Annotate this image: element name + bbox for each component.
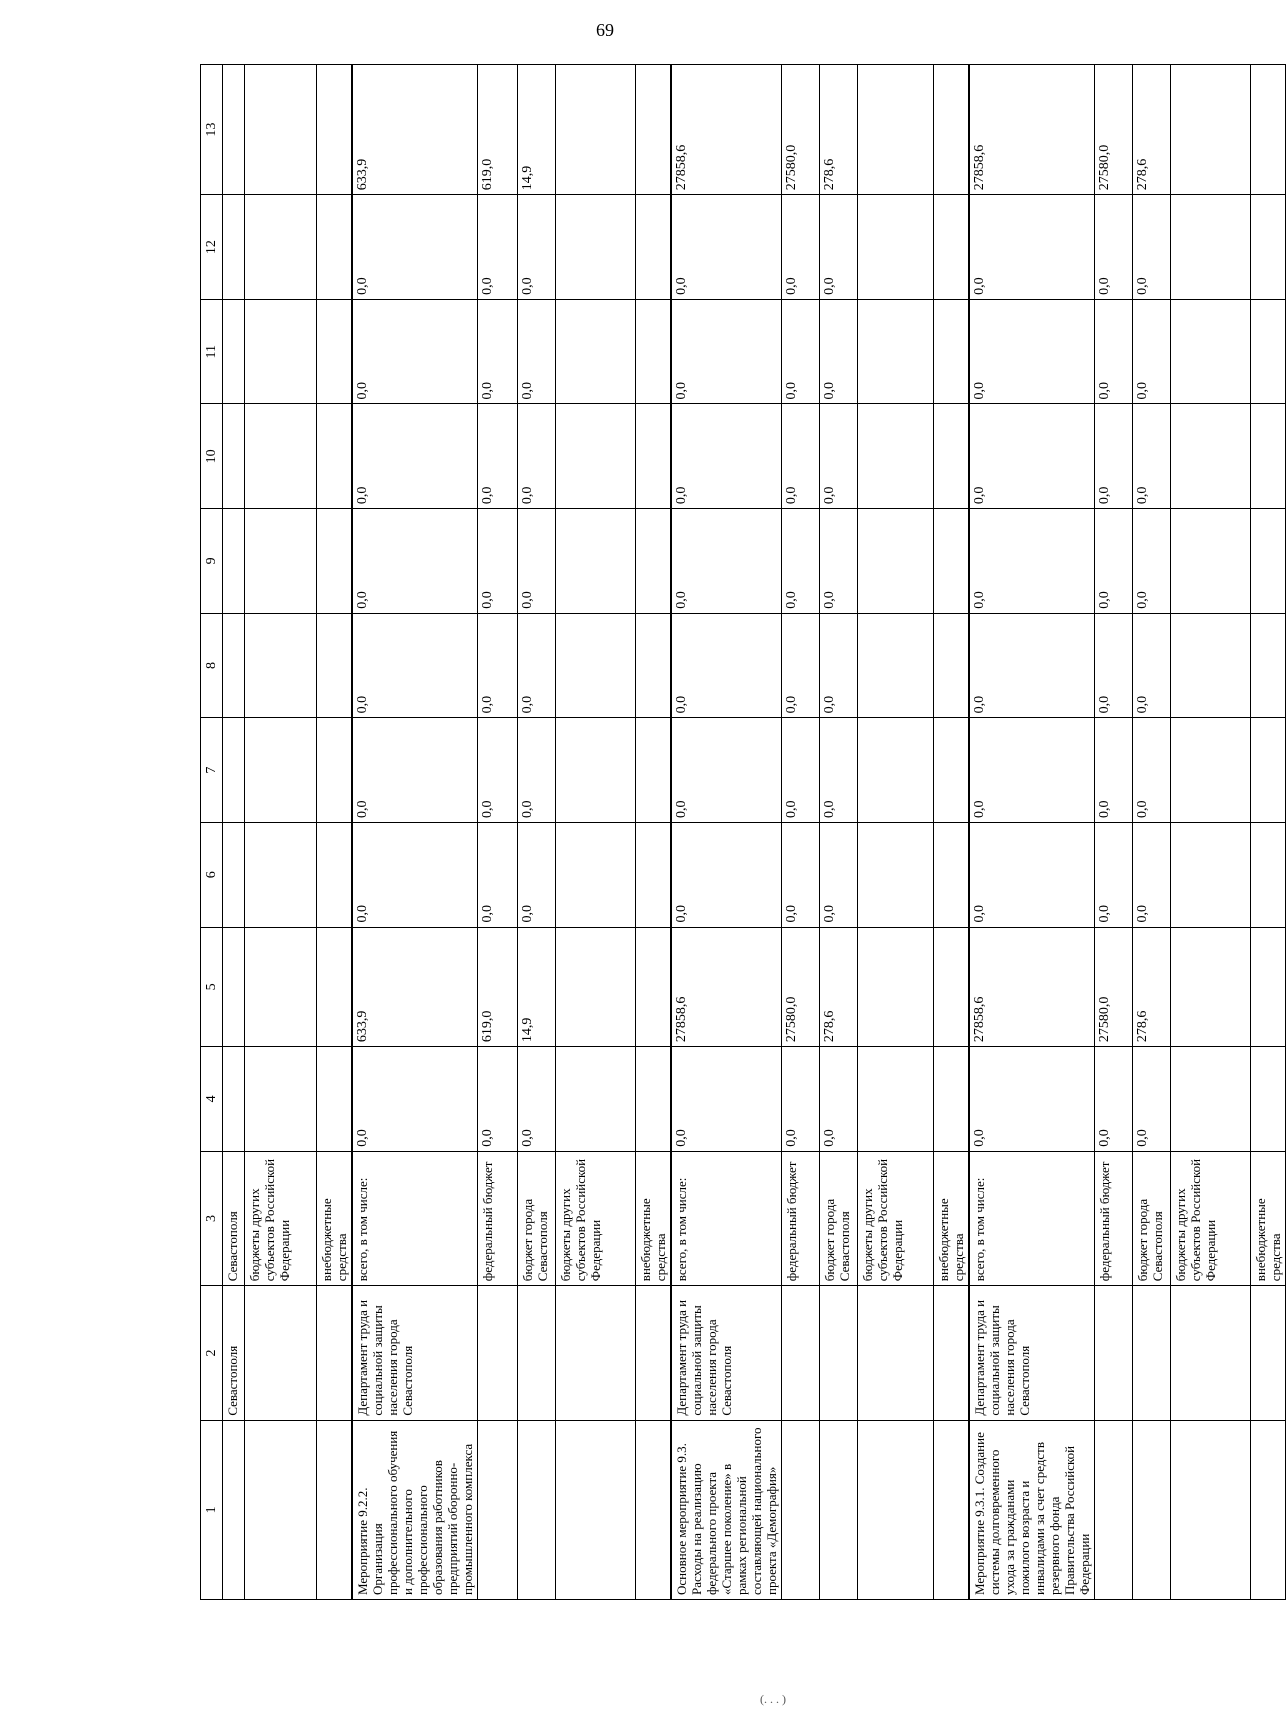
column-header-1: 1 <box>201 1420 223 1599</box>
table-cell <box>317 509 353 614</box>
table-cell: 0,0 <box>1095 1047 1133 1152</box>
table-cell <box>782 1420 820 1599</box>
table-cell: 0,0 <box>671 404 782 509</box>
table-cell: 0,0 <box>782 1047 820 1152</box>
table-cell <box>223 822 245 927</box>
table-cell: 0,0 <box>782 404 820 509</box>
table-row <box>820 65 858 1600</box>
table-cell <box>1251 1047 1286 1152</box>
table-cell: 0,0 <box>782 299 820 404</box>
table-cell <box>1133 1286 1171 1420</box>
table-cell: внебюджетные средства <box>934 1151 970 1285</box>
column-header-4: 4 <box>201 1047 223 1152</box>
table-cell: 27580,0 <box>1095 927 1133 1047</box>
table-cell: Департамент труда и социальной защиты населения города Севастополя <box>671 1286 782 1420</box>
table-cell: 0,0 <box>820 195 858 300</box>
table-cell <box>636 299 672 404</box>
table-cell <box>934 927 970 1047</box>
table-row <box>782 65 820 1600</box>
table-row <box>858 65 934 1600</box>
table-cell <box>317 1286 353 1420</box>
table-cell: 0,0 <box>352 195 478 300</box>
table-cell <box>245 404 317 509</box>
column-header-7: 7 <box>201 718 223 823</box>
table-cell <box>317 65 353 195</box>
table-cell <box>1171 65 1251 195</box>
table-cell <box>858 1047 934 1152</box>
table-cell: бюджет города Севастополя <box>518 1151 556 1285</box>
table-cell <box>556 404 636 509</box>
table-cell <box>1171 822 1251 927</box>
table-cell <box>223 927 245 1047</box>
table-cell: 0,0 <box>518 195 556 300</box>
table-cell <box>636 404 672 509</box>
column-header-11: 11 <box>201 299 223 404</box>
table-cell <box>478 1420 518 1599</box>
table-cell: 0,0 <box>352 404 478 509</box>
table-cell <box>245 195 317 300</box>
table-row <box>969 65 1095 1600</box>
column-header-10: 10 <box>201 404 223 509</box>
table-cell <box>1251 195 1286 300</box>
table-cell: 0,0 <box>1133 509 1171 614</box>
table-cell <box>223 613 245 718</box>
table-cell: 0,0 <box>969 613 1095 718</box>
table-cell <box>556 509 636 614</box>
table-cell: 27858,6 <box>969 65 1095 195</box>
table-cell: 14,9 <box>518 927 556 1047</box>
table-cell <box>317 1420 353 1599</box>
table-cell <box>245 718 317 823</box>
budget-table <box>200 64 1286 1600</box>
table-row <box>1133 65 1171 1600</box>
table-cell <box>858 195 934 300</box>
rotated-table-container <box>200 64 1283 1600</box>
table-cell: 0,0 <box>1095 404 1133 509</box>
table-cell: бюджеты других субъектов Российской Федерации <box>245 1151 317 1285</box>
table-cell: 27580,0 <box>782 65 820 195</box>
table-cell <box>1251 65 1286 195</box>
table-cell <box>1251 822 1286 927</box>
table-cell: 0,0 <box>969 299 1095 404</box>
table-cell: 0,0 <box>1095 718 1133 823</box>
table-cell: всего, в том числе: <box>671 1151 782 1285</box>
table-cell <box>636 195 672 300</box>
table-cell: 0,0 <box>820 718 858 823</box>
table-row <box>245 65 317 1600</box>
table-cell <box>556 1047 636 1152</box>
table-cell <box>636 65 672 195</box>
table-cell <box>245 1286 317 1420</box>
table-cell <box>934 195 970 300</box>
table-cell: 0,0 <box>969 1047 1095 1152</box>
table-cell <box>223 195 245 300</box>
table-cell <box>1251 509 1286 614</box>
table-cell: 0,0 <box>478 299 518 404</box>
column-header-8: 8 <box>201 613 223 718</box>
table-cell: 27580,0 <box>1095 65 1133 195</box>
table-cell <box>317 822 353 927</box>
table-cell: 0,0 <box>1133 718 1171 823</box>
table-cell: 278,6 <box>1133 65 1171 195</box>
table-cell <box>858 1286 934 1420</box>
table-cell: 0,0 <box>1095 195 1133 300</box>
table-cell: бюджет города Севастополя <box>1133 1151 1171 1285</box>
table-cell <box>636 509 672 614</box>
table-cell: всего, в том числе: <box>352 1151 478 1285</box>
table-row <box>934 65 970 1600</box>
table-cell <box>223 65 245 195</box>
table-cell <box>858 65 934 195</box>
table-row <box>671 65 782 1600</box>
table-cell: бюджеты других субъектов Российской Федерации <box>556 1151 636 1285</box>
table-cell: 278,6 <box>1133 927 1171 1047</box>
table-cell: 278,6 <box>820 65 858 195</box>
table-cell <box>478 1286 518 1420</box>
table-cell <box>934 404 970 509</box>
table-cell: 0,0 <box>1133 195 1171 300</box>
table-cell: федеральный бюджет <box>1095 1151 1133 1285</box>
column-header-5: 5 <box>201 927 223 1047</box>
table-cell: 27858,6 <box>671 65 782 195</box>
table-cell <box>556 927 636 1047</box>
table-cell: 0,0 <box>478 1047 518 1152</box>
table-cell <box>556 718 636 823</box>
table-cell: 0,0 <box>671 1047 782 1152</box>
table-cell <box>223 1420 245 1599</box>
table-cell <box>245 822 317 927</box>
table-cell <box>934 509 970 614</box>
table-cell: 0,0 <box>478 613 518 718</box>
table-cell: 633,9 <box>352 65 478 195</box>
table-row <box>556 65 636 1600</box>
table-cell: 0,0 <box>969 822 1095 927</box>
table-cell: 0,0 <box>518 1047 556 1152</box>
table-row <box>636 65 672 1600</box>
table-cell <box>317 1047 353 1152</box>
table-cell: 0,0 <box>782 195 820 300</box>
table-row <box>223 65 245 1600</box>
table-cell <box>1171 195 1251 300</box>
table-cell: 0,0 <box>782 509 820 614</box>
table-cell <box>556 299 636 404</box>
table-cell: 0,0 <box>518 509 556 614</box>
table-cell <box>556 65 636 195</box>
table-cell <box>518 1420 556 1599</box>
table-cell <box>317 927 353 1047</box>
table-cell <box>1171 1420 1251 1599</box>
table-cell <box>858 1420 934 1599</box>
table-cell <box>1171 404 1251 509</box>
table-cell <box>1171 1047 1251 1152</box>
table-cell: 27580,0 <box>782 927 820 1047</box>
table-cell: 0,0 <box>478 718 518 823</box>
table-cell <box>1251 718 1286 823</box>
table-cell <box>858 299 934 404</box>
table-cell <box>317 718 353 823</box>
table-cell <box>1251 1286 1286 1420</box>
column-header-3: 3 <box>201 1151 223 1285</box>
column-header-2: 2 <box>201 1286 223 1420</box>
table-cell <box>858 404 934 509</box>
table-row <box>352 65 478 1600</box>
table-cell <box>1251 1420 1286 1599</box>
table-cell <box>636 1420 672 1599</box>
table-cell <box>245 927 317 1047</box>
table-cell: 0,0 <box>352 613 478 718</box>
table-cell: внебюджетные средства <box>636 1151 672 1285</box>
table-cell <box>858 718 934 823</box>
table-cell: 0,0 <box>1133 404 1171 509</box>
column-header-13: 13 <box>201 65 223 195</box>
table-cell <box>858 822 934 927</box>
table-cell: 0,0 <box>671 509 782 614</box>
table-cell <box>1251 404 1286 509</box>
table-cell <box>245 299 317 404</box>
table-cell: Департамент труда и социальной защиты населения города Севастополя <box>352 1286 478 1420</box>
table-cell: 0,0 <box>1133 613 1171 718</box>
table-cell: 0,0 <box>352 822 478 927</box>
table-cell: 0,0 <box>352 509 478 614</box>
table-cell: 0,0 <box>820 613 858 718</box>
table-cell <box>245 65 317 195</box>
table-cell: 0,0 <box>518 613 556 718</box>
table-cell: 0,0 <box>1133 1047 1171 1152</box>
table-cell: 0,0 <box>671 299 782 404</box>
table-cell <box>223 509 245 614</box>
table-cell <box>934 1420 970 1599</box>
table-cell: федеральный бюджет <box>478 1151 518 1285</box>
table-cell <box>1171 613 1251 718</box>
table-cell <box>934 299 970 404</box>
table-cell: 0,0 <box>518 822 556 927</box>
table-cell: 0,0 <box>969 195 1095 300</box>
table-cell: Мероприятие 9.3.1. Создание системы долговременного ухода за гражданами пожилого возраста и инвалидами за счет средств резервного фонда Правительства Российской Федерации <box>969 1420 1095 1599</box>
table-cell: 0,0 <box>782 718 820 823</box>
table-cell: 27858,6 <box>671 927 782 1047</box>
table-row <box>518 65 556 1600</box>
table-cell <box>1171 927 1251 1047</box>
page-footer-mark: (. . . ) <box>760 1692 786 1706</box>
table-cell: 0,0 <box>820 404 858 509</box>
table-body <box>201 65 1286 1600</box>
table-cell: Севастополя <box>223 1286 245 1420</box>
table-cell: 0,0 <box>518 404 556 509</box>
table-cell: 0,0 <box>820 509 858 614</box>
column-header-12: 12 <box>201 195 223 300</box>
table-cell <box>223 1047 245 1152</box>
table-cell: 0,0 <box>671 822 782 927</box>
table-cell: 0,0 <box>671 195 782 300</box>
table-cell <box>245 613 317 718</box>
table-cell <box>820 1420 858 1599</box>
table-cell: 619,0 <box>478 65 518 195</box>
table-cell: Департамент труда и социальной защиты населения города Севастополя <box>969 1286 1095 1420</box>
column-header-6: 6 <box>201 822 223 927</box>
table-cell <box>934 1047 970 1152</box>
table-cell: федеральный бюджет <box>782 1151 820 1285</box>
table-cell: 0,0 <box>518 299 556 404</box>
table-cell: 619,0 <box>478 927 518 1047</box>
table-cell: 0,0 <box>671 613 782 718</box>
table-cell <box>317 613 353 718</box>
table-cell: 0,0 <box>518 718 556 823</box>
table-cell <box>1095 1286 1133 1420</box>
table-cell <box>636 1047 672 1152</box>
table-cell: 0,0 <box>352 299 478 404</box>
table-cell: 0,0 <box>1095 613 1133 718</box>
table-cell: внебюджетные средства <box>317 1151 353 1285</box>
table-cell <box>518 1286 556 1420</box>
column-header-9: 9 <box>201 509 223 614</box>
table-cell: 633,9 <box>352 927 478 1047</box>
table-cell: 0,0 <box>352 1047 478 1152</box>
table-cell <box>934 65 970 195</box>
table-cell: бюджеты других субъектов Российской Федерации <box>858 1151 934 1285</box>
table-cell: 27858,6 <box>969 927 1095 1047</box>
table-cell <box>636 822 672 927</box>
table-cell <box>1251 299 1286 404</box>
table-cell: 278,6 <box>820 927 858 1047</box>
table-cell <box>934 718 970 823</box>
table-cell <box>1133 1420 1171 1599</box>
page-number: 69 <box>596 20 614 40</box>
table-cell: Мероприятие 9.2.2. Организация профессионального обучения и дополнительного профессионального образования работников предприятий оборонно-промышленного комплекса <box>352 1420 478 1599</box>
table-cell <box>245 1047 317 1152</box>
table-cell <box>556 195 636 300</box>
table-cell <box>1251 927 1286 1047</box>
table-cell <box>245 1420 317 1599</box>
table-cell: 0,0 <box>820 299 858 404</box>
table-cell: 0,0 <box>1133 822 1171 927</box>
table-cell: 0,0 <box>1095 509 1133 614</box>
table-cell: 0,0 <box>820 822 858 927</box>
table-cell <box>556 613 636 718</box>
table-cell <box>317 299 353 404</box>
table-cell: 14,9 <box>518 65 556 195</box>
table-cell <box>1171 718 1251 823</box>
table-cell <box>636 613 672 718</box>
table-cell: бюджеты других субъектов Российской Федерации <box>1171 1151 1251 1285</box>
table-cell: 0,0 <box>478 404 518 509</box>
table-cell <box>1095 1420 1133 1599</box>
table-cell <box>820 1286 858 1420</box>
header-row <box>201 65 223 1600</box>
table-cell: внебюджетные средства <box>1251 1151 1286 1285</box>
table-cell <box>858 613 934 718</box>
table-cell <box>223 299 245 404</box>
table-cell: 0,0 <box>1095 822 1133 927</box>
table-row <box>1251 65 1286 1600</box>
table-cell: 0,0 <box>782 613 820 718</box>
table-cell <box>556 822 636 927</box>
table-cell <box>934 822 970 927</box>
table-cell: 0,0 <box>671 718 782 823</box>
table-cell <box>934 613 970 718</box>
table-cell <box>858 927 934 1047</box>
table-cell <box>317 195 353 300</box>
table-cell <box>636 1286 672 1420</box>
table-cell: 0,0 <box>782 822 820 927</box>
table-cell <box>223 718 245 823</box>
table-cell <box>1171 509 1251 614</box>
table-cell: всего, в том числе: <box>969 1151 1095 1285</box>
table-cell: 0,0 <box>478 509 518 614</box>
table-cell <box>782 1286 820 1420</box>
table-cell <box>1251 613 1286 718</box>
table-row <box>478 65 518 1600</box>
table-cell: 0,0 <box>1133 299 1171 404</box>
table-cell: 0,0 <box>969 509 1095 614</box>
table-cell: Севастополя <box>223 1151 245 1285</box>
table-row <box>1095 65 1133 1600</box>
table-cell: 0,0 <box>820 1047 858 1152</box>
table-row <box>317 65 353 1600</box>
table-cell <box>556 1420 636 1599</box>
table-cell: бюджет города Севастополя <box>820 1151 858 1285</box>
table-cell <box>636 718 672 823</box>
table-cell <box>556 1286 636 1420</box>
table-cell: 0,0 <box>1095 299 1133 404</box>
table-cell: 0,0 <box>478 195 518 300</box>
table-cell <box>636 927 672 1047</box>
table-cell: 0,0 <box>478 822 518 927</box>
table-row <box>1171 65 1251 1600</box>
table-cell <box>858 509 934 614</box>
table-cell: 0,0 <box>352 718 478 823</box>
table-cell <box>245 509 317 614</box>
table-cell <box>934 1286 970 1420</box>
table-cell <box>1171 299 1251 404</box>
table-cell <box>1171 1286 1251 1420</box>
table-cell <box>223 404 245 509</box>
table-cell: 0,0 <box>969 718 1095 823</box>
table-cell: 0,0 <box>969 404 1095 509</box>
table-cell: Основное мероприятие 9.3. Расходы на реализацию федерального проекта «Старшее поколение» в рамках региональной составляющей национального проекта «Демография» <box>671 1420 782 1599</box>
table-cell <box>317 404 353 509</box>
